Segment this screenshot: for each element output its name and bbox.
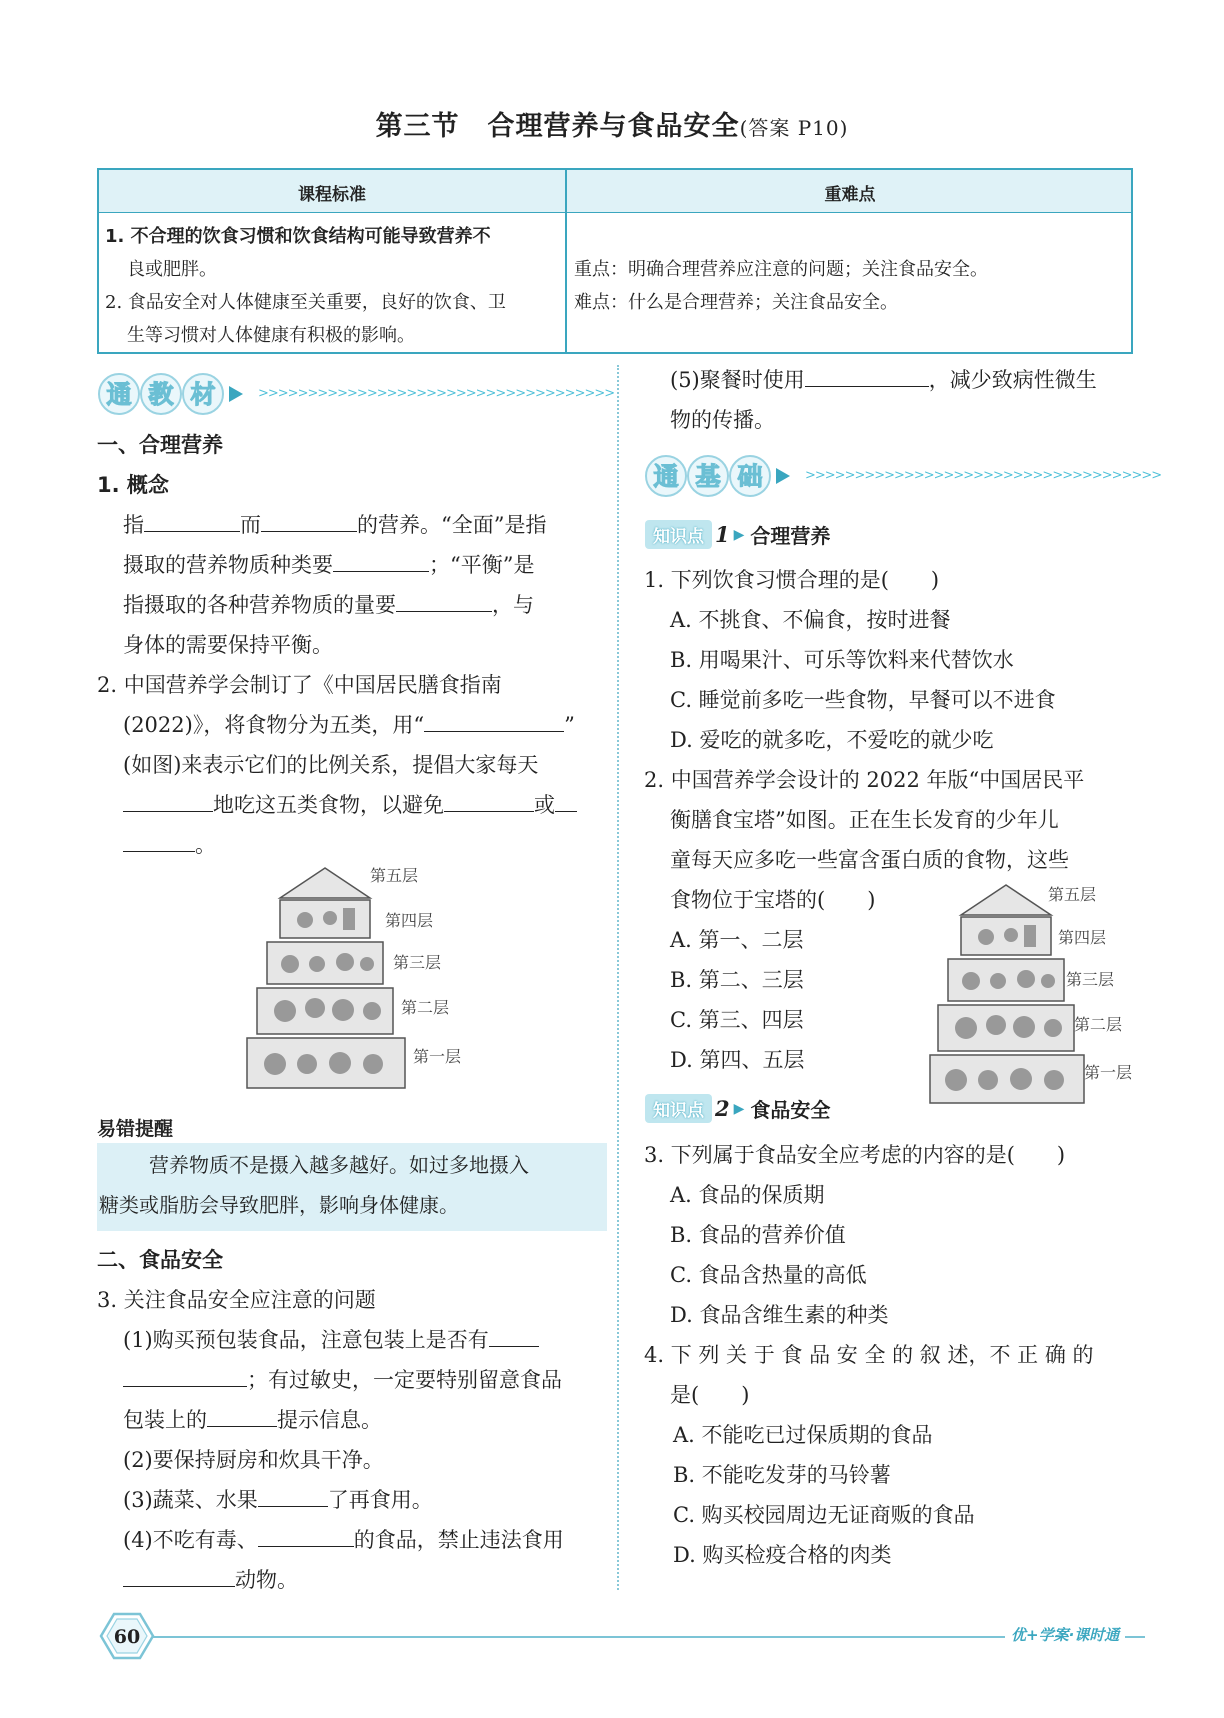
q2-option-b[interactable]: B. 第二、三层 <box>670 968 804 992</box>
item-2-line-5: 。 <box>123 825 216 865</box>
blank[interactable] <box>805 364 929 387</box>
layer-label-2: 第二层 <box>1074 1015 1123 1034</box>
concept-line-3: 指摄取的各种营养物质的量要 ，与 <box>123 585 534 625</box>
tip-title: 易错提醒 <box>97 1118 174 1140</box>
col-head-standards: 课程标准 <box>298 185 366 205</box>
concept-line-2: 摄取的营养物质种类要 ；“平衡”是 <box>123 545 534 585</box>
item-3-p1b: ；有过敏史，一定要特别留意食品 <box>123 1360 562 1400</box>
standard-item-1: 1. 不合理的饮食习惯和饮食结构可能导致营养不 <box>105 226 491 247</box>
q1-option-a[interactable]: A. 不挑食、不偏食，按时进餐 <box>670 608 951 632</box>
blank[interactable] <box>555 789 577 812</box>
arrow-icon: ▶ <box>733 526 745 543</box>
tip-line-1: 营养物质不是摄入越多越好。如过多地摄入 <box>149 1153 529 1177</box>
question-2-line-1: 2. 中国营养学会设计的 2022 年版“中国居民平 <box>644 768 1085 792</box>
brand-logo: 优+学案·课时通 <box>1005 1624 1125 1645</box>
q3-option-c[interactable]: C. 食品含热量的高低 <box>670 1263 867 1287</box>
decorative-dots: >>>>>>>>>>>>>>>>>>>>>>>>>>>>>>>>>>>> <box>258 386 615 401</box>
curriculum-standards-table <box>97 168 1133 354</box>
kp-number: 1 <box>715 522 730 547</box>
item-2-line-2: (2022)》，将食物分为五类，用“ ” <box>123 705 575 745</box>
q1-option-c[interactable]: C. 睡觉前多吃一些食物，早餐可以不进食 <box>670 688 1056 712</box>
section-2-title: 二、食品安全 <box>97 1248 223 1272</box>
section-1-title: 一、合理营养 <box>97 433 223 457</box>
section-badge-basics <box>644 454 794 502</box>
knowledge-point-1 <box>645 520 830 549</box>
kp-number: 2 <box>715 1096 730 1121</box>
page-number-badge <box>100 1612 154 1664</box>
blank[interactable] <box>123 1364 247 1387</box>
svg-text:础: 础 <box>737 462 763 491</box>
item-3-p4: (4)不吃有毒、 的食品，禁止违法食用 <box>123 1520 564 1560</box>
question-4-line-2: 是( ) <box>670 1383 750 1407</box>
svg-text:通: 通 <box>653 462 679 491</box>
item-2-line-3: (如图)来表示它们的比例关系，提倡大家每天 <box>123 753 539 777</box>
blank[interactable] <box>444 789 534 812</box>
question-2-line-4: 食物位于宝塔的( ) <box>670 888 876 912</box>
item-3-p5c: 物的传播。 <box>670 408 775 432</box>
layer-label-1: 第一层 <box>1084 1063 1133 1082</box>
table-header <box>99 170 1131 213</box>
blank[interactable] <box>123 829 195 852</box>
blank[interactable] <box>489 1324 539 1347</box>
column-divider <box>565 170 567 352</box>
layer-label-5: 第五层 <box>1048 885 1097 904</box>
svg-text:基: 基 <box>695 462 721 491</box>
standard-item-2: 2. 食品安全对人体健康至关重要，良好的饮食、卫 <box>105 292 506 313</box>
concept-line-1: 指 而 的营养。“全面”是指 <box>123 505 546 545</box>
q4-option-b[interactable]: B. 不能吃发芽的马铃薯 <box>673 1463 891 1487</box>
tip-box <box>97 1143 607 1231</box>
kp-title: 食品安全 <box>750 1098 831 1122</box>
q2-option-a[interactable]: A. 第一、二层 <box>670 928 804 952</box>
q2-option-c[interactable]: C. 第三、四层 <box>670 1008 804 1032</box>
layer-label-4: 第四层 <box>1058 928 1107 947</box>
layer-label-4: 第四层 <box>385 911 434 930</box>
kp-tag: 知识点 <box>645 520 712 549</box>
question-2-line-2: 衡膳食宝塔”如图。正在生长发育的少年儿 <box>670 808 1059 832</box>
item-3-p2: (2)要保持厨房和炊具干净。 <box>123 1448 384 1472</box>
item-2-line-1: 2. 中国营养学会制订了《中国居民膳食指南 <box>97 673 502 697</box>
tip-line-2: 糖类或脂肪会导致肥胖，影响身体健康。 <box>99 1193 459 1217</box>
sub-1-title: 1. 概念 <box>97 473 169 497</box>
standards-list <box>105 220 560 352</box>
blank[interactable] <box>396 589 492 612</box>
column-separator <box>617 365 619 1590</box>
item-3-p4c: 动物。 <box>123 1560 298 1600</box>
kp-title: 合理营养 <box>750 524 831 548</box>
answer-reference: (答案 P10) <box>739 116 849 140</box>
blank[interactable] <box>261 509 357 532</box>
item-3-title: 3. 关注食品安全应注意的问题 <box>97 1288 376 1312</box>
blank[interactable] <box>333 549 429 572</box>
key-point: 重点：明确合理营养应注意的问题；关注食品安全。 <box>574 259 988 280</box>
layer-label-1: 第一层 <box>413 1047 462 1066</box>
page-title: 第三节 合理营养与食品安全(答案 P10) <box>375 111 849 142</box>
food-pyramid-figure-left <box>255 868 485 1092</box>
q4-option-a[interactable]: A. 不能吃已过保质期的食品 <box>673 1423 933 1447</box>
svg-text:材: 材 <box>190 380 216 409</box>
arrow-icon: ▶ <box>733 1100 745 1117</box>
page-number: 60 <box>113 1626 141 1648</box>
question-4-line-1: 4. 下 列 关 于 食 品 安 全 的 叙 述，不 正 确 的 <box>644 1343 1094 1367</box>
q1-option-d[interactable]: D. 爱吃的就多吃，不爱吃的就少吃 <box>670 728 994 752</box>
blank[interactable] <box>424 709 564 732</box>
q3-option-d[interactable]: D. 食品含维生素的种类 <box>670 1303 889 1327</box>
key-points <box>574 253 1129 319</box>
q3-option-a[interactable]: A. 食品的保质期 <box>670 1183 825 1207</box>
standard-item-2-cont: 生等习惯对人体健康有积极的影响。 <box>127 325 415 346</box>
blank[interactable] <box>258 1524 354 1547</box>
food-pyramid-figure-right <box>936 885 1146 1109</box>
item-3-p1a: (1)购买预包装食品，注意包装上是否有 <box>123 1320 539 1360</box>
svg-text:通: 通 <box>106 380 132 409</box>
q4-option-d[interactable]: D. 购买检疫合格的肉类 <box>673 1543 892 1567</box>
layer-label-3: 第三层 <box>393 953 442 972</box>
blank[interactable] <box>123 1564 235 1587</box>
item-3-p1c: 包装上的 提示信息。 <box>123 1400 382 1440</box>
item-3-p3: (3)蔬菜、水果 了再食用。 <box>123 1480 433 1520</box>
concept-line-4: 身体的需要保持平衡。 <box>123 633 333 657</box>
question-2-line-3: 童每天应多吃一些富含蛋白质的食物，这些 <box>670 848 1069 872</box>
blank[interactable] <box>123 789 213 812</box>
difficult-point: 难点：什么是合理营养；关注食品安全。 <box>574 292 898 313</box>
item-2-line-4: 地吃这五类食物，以避免 或 <box>123 785 577 825</box>
blank[interactable] <box>144 509 240 532</box>
col-head-key-points: 重难点 <box>824 185 876 205</box>
layer-label-5: 第五层 <box>370 866 419 885</box>
standard-item-1-cont: 良或肥胖。 <box>127 259 217 280</box>
layer-label-3: 第三层 <box>1066 970 1115 989</box>
knowledge-point-2 <box>645 1094 830 1123</box>
q1-option-b[interactable]: B. 用喝果汁、可乐等饮料来代替饮水 <box>670 648 1014 672</box>
decorative-dots: >>>>>>>>>>>>>>>>>>>>>>>>>>>>>>>>>>>> <box>805 468 1162 483</box>
q3-option-b[interactable]: B. 食品的营养价值 <box>670 1223 846 1247</box>
question-3: 3. 下列属于食品安全应考虑的内容的是( ) <box>644 1143 1066 1167</box>
blank[interactable] <box>258 1484 328 1507</box>
q4-option-c[interactable]: C. 购买校园周边无证商贩的食品 <box>673 1503 975 1527</box>
blank[interactable] <box>207 1404 277 1427</box>
item-3-p5: (5)聚餐时使用 ，减少致病性微生 <box>670 360 1097 400</box>
kp-tag: 知识点 <box>645 1094 712 1123</box>
svg-text:教: 教 <box>148 380 174 409</box>
section-badge-textbook <box>97 372 247 420</box>
question-1: 1. 下列饮食习惯合理的是( ) <box>644 568 940 592</box>
layer-label-2: 第二层 <box>401 998 450 1017</box>
footer-line <box>145 1636 1145 1638</box>
q2-option-d[interactable]: D. 第四、五层 <box>670 1048 805 1072</box>
